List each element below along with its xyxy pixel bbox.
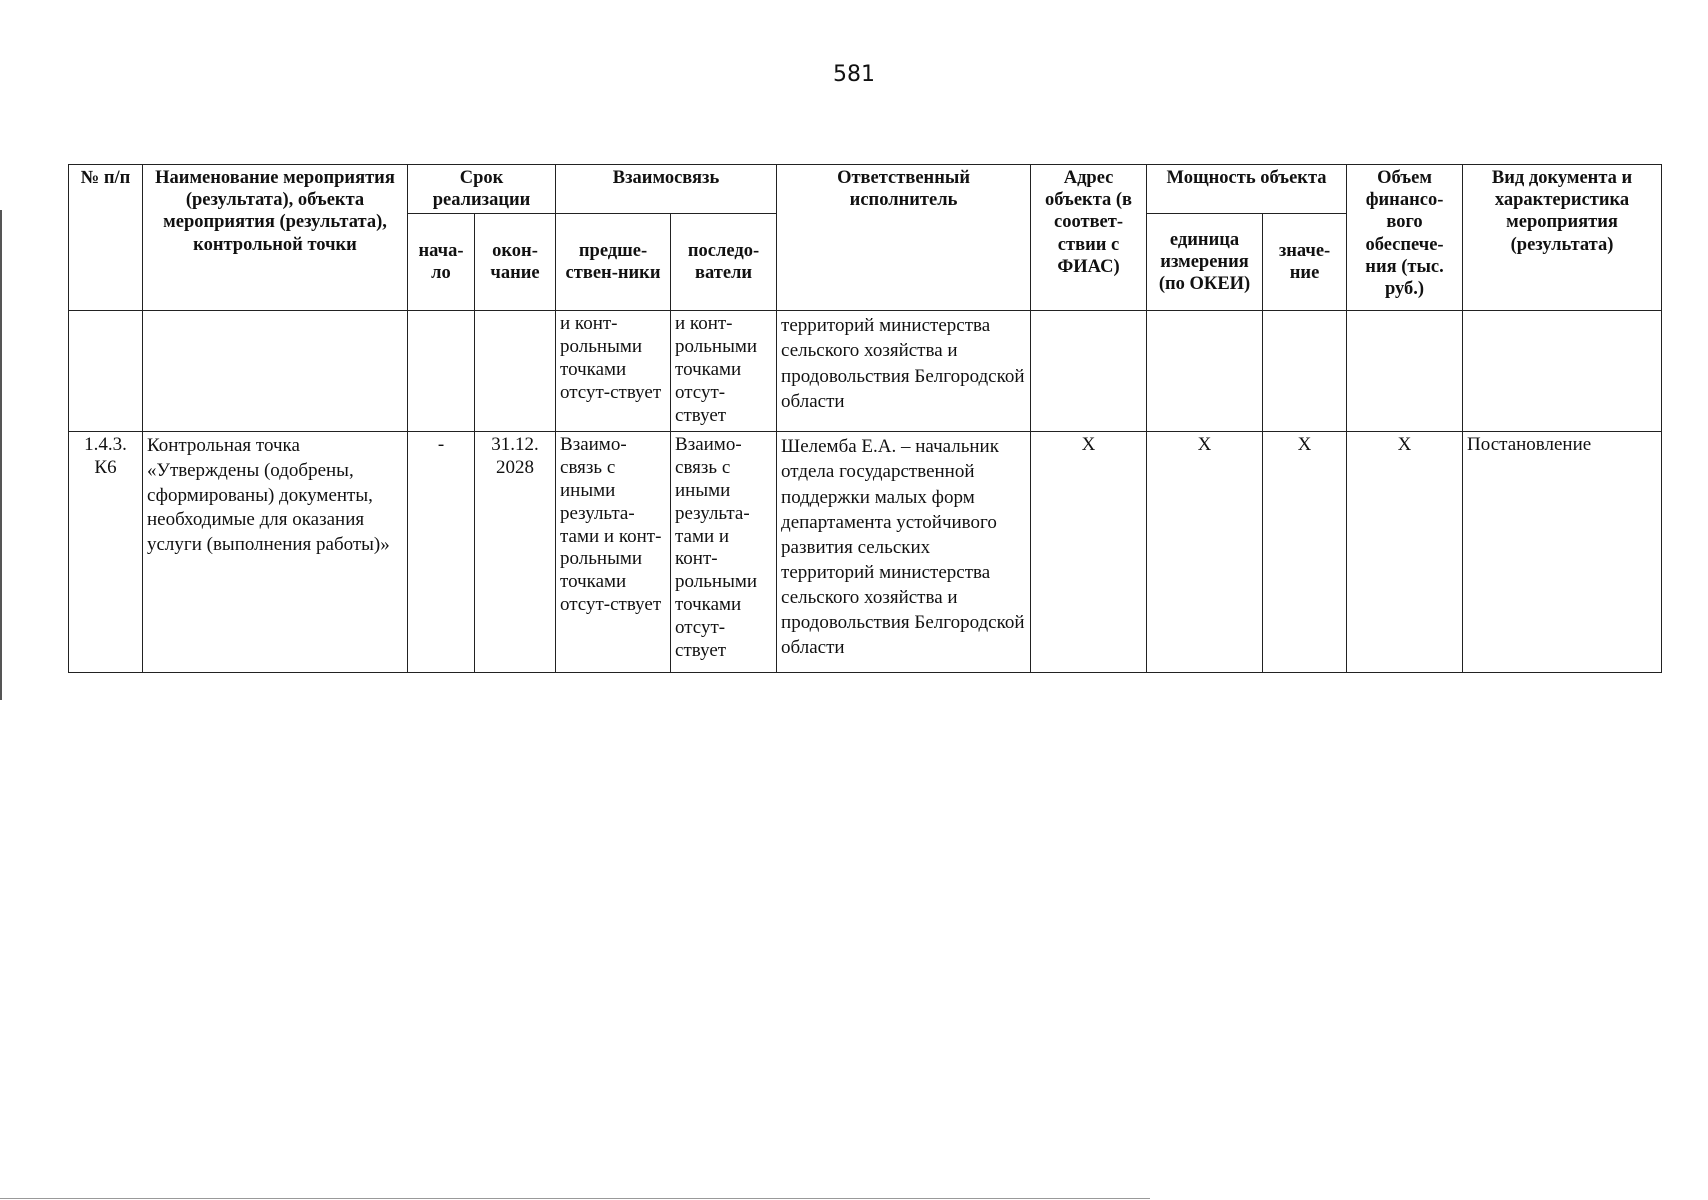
cell-next: Взаимо-связь с иными результа-тами и конт-рольными точками отсут-ствует bbox=[671, 432, 777, 673]
schedule-table bbox=[68, 164, 1662, 673]
table-header bbox=[69, 165, 1662, 311]
header-num: № п/п bbox=[69, 165, 143, 311]
page-number: 581 bbox=[833, 62, 875, 87]
cell-unit bbox=[1147, 311, 1263, 432]
cell-doc: Постановление bbox=[1463, 432, 1662, 673]
cell-responsible: территорий министерства сельского хозяйства и продовольствия Белгородской области bbox=[777, 311, 1031, 432]
cell-name: Контрольная точка «Утверждены (одобрены, сформированы) документы, необходимые для оказания услуги (выполнения работы)» bbox=[143, 432, 408, 673]
header-capacity-value: значе-ние bbox=[1263, 214, 1347, 311]
header-capacity-unit: единица измерения (по ОКЕИ) bbox=[1147, 214, 1263, 311]
cell-unit: X bbox=[1147, 432, 1263, 673]
cell-address bbox=[1031, 311, 1147, 432]
header-address: Адрес объекта (в соответ-ствии с ФИАС) bbox=[1031, 165, 1147, 311]
header-term-end: окон-чание bbox=[475, 214, 556, 311]
cell-start bbox=[408, 311, 475, 432]
header-doc-type: Вид документа и характеристика мероприятия (результата) bbox=[1463, 165, 1662, 311]
cell-address: X bbox=[1031, 432, 1147, 673]
cell-start: - bbox=[408, 432, 475, 673]
header-responsible: Ответственный исполнитель bbox=[777, 165, 1031, 311]
header-term-start: нача-ло bbox=[408, 214, 475, 311]
header-relation-prev: предше-ствен-ники bbox=[556, 214, 671, 311]
header-relation-next: последо-ватели bbox=[671, 214, 777, 311]
cell-num bbox=[69, 311, 143, 432]
table-row bbox=[69, 432, 1662, 673]
header-capacity: Мощность объекта bbox=[1147, 165, 1347, 214]
scan-edge-line bbox=[0, 210, 2, 700]
scan-bottom-line bbox=[0, 1198, 1150, 1199]
cell-responsible: Шелемба Е.А. – начальник отдела государственной поддержки малых форм департамента устойчивого развития сельских территорий министерства сельского хозяйства и продовольствия Белгородской области bbox=[777, 432, 1031, 673]
cell-prev: Взаимо-связь с иными результа-тами и конт-рольными точками отсут-ствует bbox=[556, 432, 671, 673]
header-funding: Объем финансо-вого обеспече-ния (тыс. руб.) bbox=[1347, 165, 1463, 311]
cell-funding: X bbox=[1347, 432, 1463, 673]
cell-value: X bbox=[1263, 432, 1347, 673]
header-term: Срок реализации bbox=[408, 165, 556, 214]
cell-value bbox=[1263, 311, 1347, 432]
cell-end: 31.12. 2028 bbox=[475, 432, 556, 673]
cell-doc bbox=[1463, 311, 1662, 432]
cell-name bbox=[143, 311, 408, 432]
header-name: Наименование мероприятия (результата), объекта мероприятия (результата), контрольной точки bbox=[143, 165, 408, 311]
cell-next: и конт-рольными точками отсут-ствует bbox=[671, 311, 777, 432]
table-row bbox=[69, 311, 1662, 432]
cell-end bbox=[475, 311, 556, 432]
header-relation: Взаимосвязь bbox=[556, 165, 777, 214]
cell-funding bbox=[1347, 311, 1463, 432]
cell-prev: и конт-рольными точками отсут-ствует bbox=[556, 311, 671, 432]
cell-num: 1.4.3. К6 bbox=[69, 432, 143, 673]
